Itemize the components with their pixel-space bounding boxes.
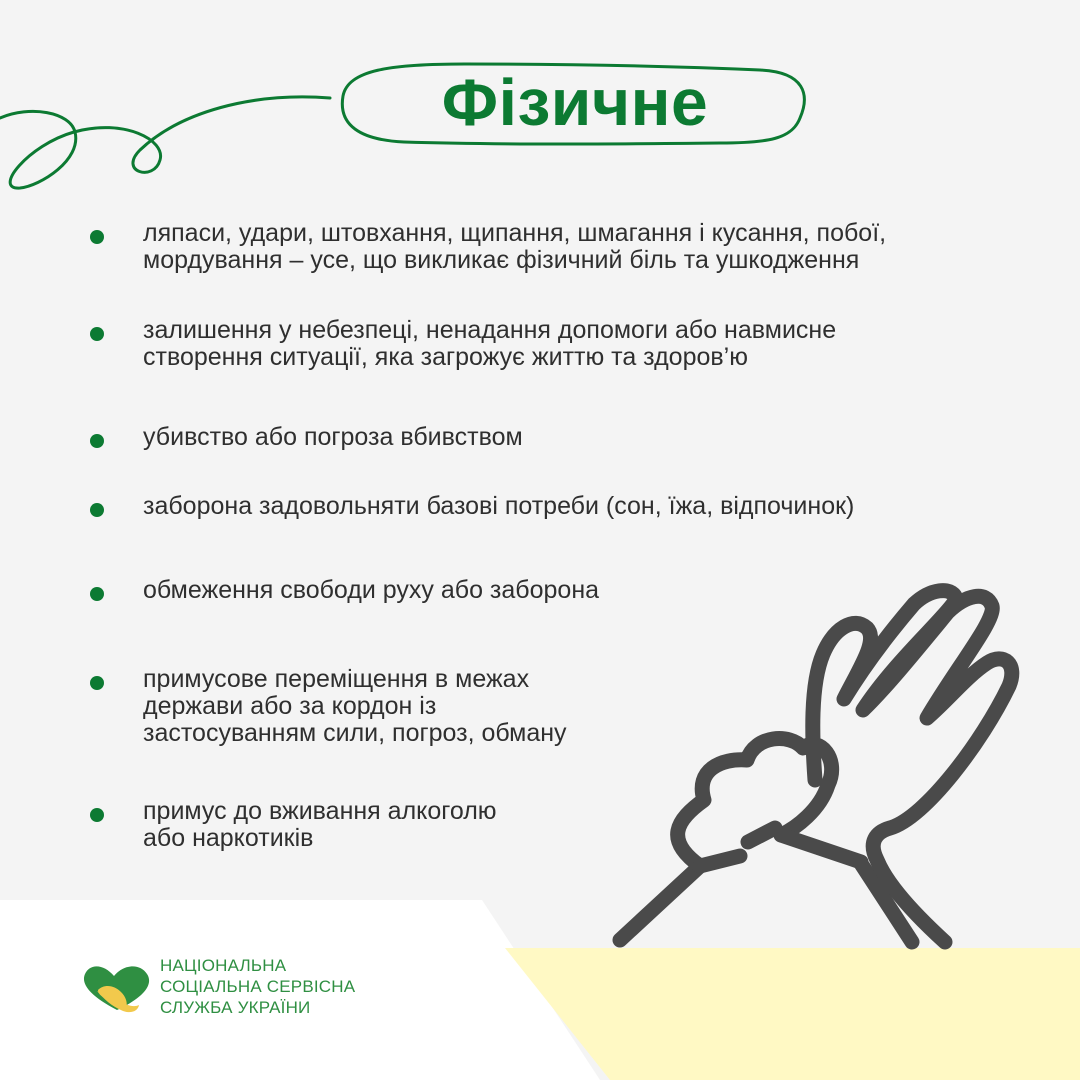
- logo: [80, 955, 400, 1035]
- list-item-text: обмеження свободи руху або заборона: [143, 576, 600, 604]
- list-item-text: заборона задовольняти базові потреби (сон, їжа, відпочинок): [143, 492, 855, 520]
- page-title: Фізичне: [441, 65, 709, 139]
- list-item-text: примусове переміщення в межах держави або за кордон із застосуванням сили, погроз, обману: [143, 665, 567, 747]
- heart-hand-logo: [80, 959, 156, 1023]
- list-item-text: примус до вживання алкоголю або наркотиків: [143, 797, 497, 852]
- list-item-text: ляпаси, удари, штовхання, щипання, шмагання і кусання, побої, мордування – усе, що викликає фізичний біль та ушкодження: [143, 219, 887, 274]
- list-item-text: залишення у небезпеці, ненадання допомоги або навмисне створення ситуації, яка загрожує життю та здоров’ю: [143, 316, 837, 371]
- list-item-text: убивство або погроза вбивством: [143, 423, 523, 451]
- logo-text: НАЦІОНАЛЬНА СОЦІАЛЬНА СЕРВІСНА СЛУЖБА УКРАЇНИ: [160, 956, 356, 1017]
